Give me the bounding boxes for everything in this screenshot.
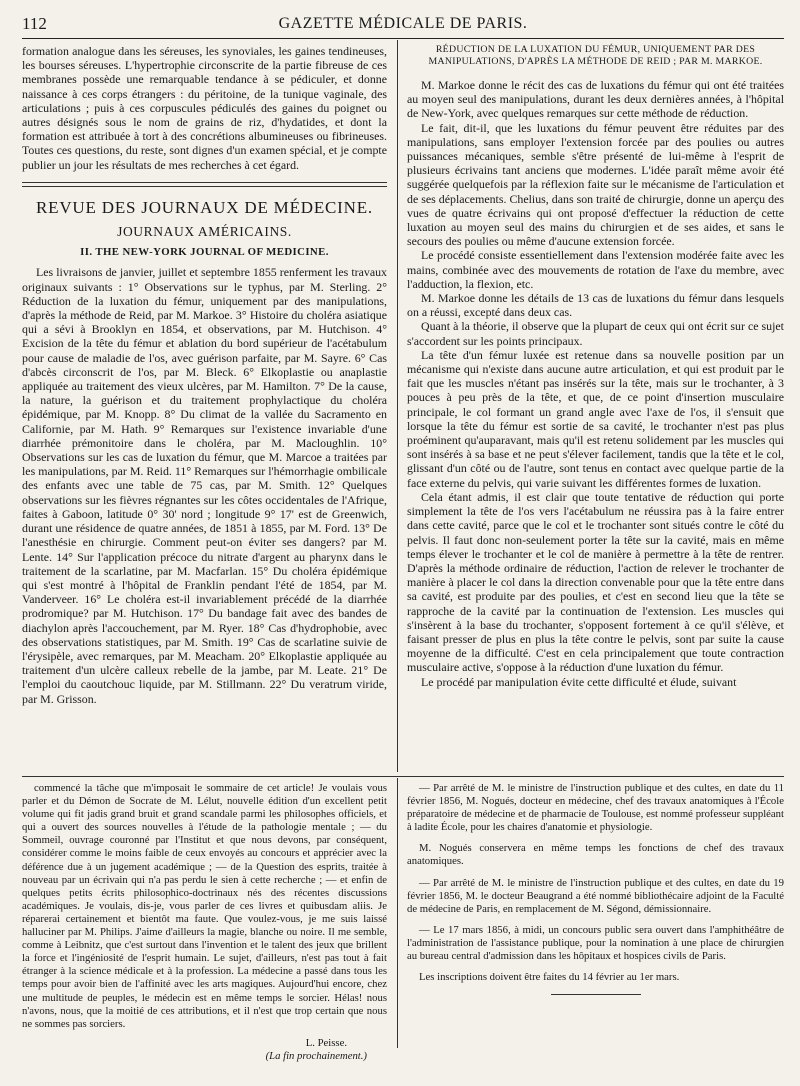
- article-paragraph: Cela étant admis, il est clair que toute tentative de réduction qui porte simplement la tête de l'os vers l'acétabulum ne réussira pas à la faire entrer dans cette cavité, parce que le col et le trochanter sont situés contre le côté du pelvis. Il faut donc non-seulement porter la tête sur la cavité, mais en même temps élever le trochanter et le col de manière à permettre à la tête de rentrer. D'après la méthode ordinaire de réduction, l'action de relever le trochanter de manière à placer le col dans la direction convenable pour que la tête entre dans sa cavité, est produite par des poulies, et c'est en second lieu que la tête se rapproche de la cavité par la continuation de l'extension. Les muscles qui s'insèrent à la base du trochanter, s'opposent fortement à ce qu'il s'élève, et faisant presser de plus en plus la tête contre le pelvis, sont par suite la cause moyenne de la difficulté. C'est en cela principalement que toute contraction musculaire active, s'oppose à la réduction d'une luxation du fémur.: [407, 489, 784, 675]
- feuilleton-rule: [22, 776, 784, 777]
- newspaper-page: [22, 0, 784, 1086]
- column-divider: [397, 40, 398, 772]
- header-rule: [22, 38, 784, 39]
- news-item: — Par arrêté de M. le ministre de l'instruction publique et des cultes, en date du 11 février 1856, M. Nogués, docteur en médecine, chef des travaux anatomiques à l'École préparatoire de médecine et de pharmacie de Toulouse, est nommé professeur suppléant à ladite École, pour les chaires d'anatomie et physiologie.: [407, 782, 784, 834]
- news-item: — Le 17 mars 1856, à midi, un concours public sera ouvert dans l'amphithéâtre de l'administration de l'assistance publique, pour la nomination à une place de chirurgien au bureau central d'admission dans les hôpitaux et hospices civils de Paris.: [407, 923, 784, 963]
- left-column: [22, 44, 387, 706]
- article-paragraph: M. Markoe donne le récit des cas de luxations du fémur qui ont été traitées au moyen seul des manipulations, durant les deux dernières années, à l'hôpital de New-York, avec quelques remarques sur cette méthode de réduction.: [407, 78, 784, 121]
- signature-note: (La fin prochainement.): [265, 1049, 367, 1062]
- news-item: — Par arrêté de M. le ministre de l'instruction publique et des cultes, en date du 19 février 1856, M. le docteur Beaugrand a été nommé bibliothécaire adjoint de la Faculté de médecine de Paris, en remplacement de M. Ségond, démissionnaire.: [407, 876, 784, 915]
- article-paragraph: Quant à la théorie, il observe que la plupart de ceux qui ont écrit sur ce sujet s'accordent sur les points principaux.: [407, 319, 784, 348]
- article-title: RÉDUCTION DE LA LUXATION DU FÉMUR, UNIQUEMENT PAR DES MANIPULATIONS, D'APRÈS LA MÉTHODE DE REID ; PAR M. MARKOE.: [428, 44, 763, 67]
- article-paragraph: M. Markoe donne les détails de 13 cas de luxations du fémur dans lesquels on a réussi, excepté dans deux cas.: [407, 291, 784, 320]
- article-paragraph: Le fait, dit-il, que les luxations du fémur peuvent être réduites par des manipulations, sans employer l'extension forcée par des poulies ou autres puissances mécaniques, semble s'être présenté de lui-même à l'esprit de plusieurs écrivains tant anciens que modernes. L'idée paraît même avoir été suggérée quelquefois par la réflexion faite sur le mécanisme de l'articulation et de ses déplacements. Chelius, dans son traité de chirurgie, donne un aperçu des vues de quatre écrivains qui ont proposé d'effectuer la réduction de cette luxation au moyen seul des mains du chirurgien et de ses aides, et sans le secours des poulies ou même d'aucune extension forcée.: [407, 120, 784, 249]
- page-header: [22, 14, 784, 38]
- right-column: [407, 44, 784, 689]
- journal-contents-paragraph: Les livraisons de janvier, juillet et septembre 1855 renferment les travaux originaux suivants : 1° Observations sur le typhus, par M. Sterling. 2° Réduction de la luxation du fémur, uniquement par des manipulations, d'après la méthode de Reid, par M. Markoe. 3° Histoire du choléra asiatique qui a sévi à Brooklyn en 1854, et observations, par M. Hutchison. 4° Excision de la tête du fémur et ablation du bord supérieur de l'acétabulum pour cause de maladie de l'os, avec guérison parfaite, par M. Sayre. 6° Cas d'abcès circonscrit de l'os, par M. Bleck. 6° Elkoplastie ou anaplastie appliquée au traitement des vieux ulcères, par M. Hamilton. 7° De la cause, la nature, la guérison et du traitement prophylactique du choléra épidémique, par M. Knopp. 8° Du climat de la vallée du Sacramento en Californie, par M. Hath. 9° Remarques sur l'existence invariable d'une diarrhée prémonitoire dans le choléra, par M. Macloughlin. 10° Observations sur les cas de luxation du fémur, que M. Marcoe a traitées par les manipulations, par M. Reid. 11° Remarques sur l'hémorrhagie ombilicale des enfants avec une table de 75 cas, par M. Smith. 12° Quelques observations sur les fièvres régnantes sur les côtes occidentales de l'Afrique, faites à Gaboon, latitude 0° 30' nord ; longitude 9° 17' est de Greenwich, durant une résidence de quatre années, de 1851 à 1855, par M. Ford. 13° De l'anesthésie en chirurgie. Comment peut-on éviter ses dangers? par M. Lente. 14° Sur l'application précoce du nitrate d'argent au pharynx dans le traitement de la scarlatine, par M. Macfarlan. 15° Du choléra épidémique qui s'est montré à l'hôpital de Franklin pendant l'été de 1854, par M. Vanderveer. 16° Le choléra est-il invariablement précédé de la diarrhée prodromique? par M. Hutchison. 17° Du bandage fait avec des bandes de diachylon après l'accouchement, par M. Ryer. 18° Cas d'hydrophobie, avec des observations statistiques, par M. Smith. 19° Cas de scarlatine suivie de l'érysipèle, avec remarques, par M. Meacham. 20° Elkoplastie appliquée au traitement d'un ulcère calleux rebelle de la jambe, par M. Leate. 21° De l'emploi du caoutchouc liquide, par M. Stillmann. 22° Du veratrum viride, par M. Grisson.: [22, 265, 387, 706]
- running-title: GAZETTE MÉDICALE DE PARIS.: [278, 15, 528, 32]
- intro-paragraph: formation analogue dans les séreuses, les synoviales, les gaines tendineuses, les bourses séreuses. L'hypertrophie circonscrite de la partie fibreuse de ces membranes possède une remarquable tendance à se pédiculer, et donne naissance à ces corps étrangers : du péritoine, de la tunique vaginale, des articulations ; puis à ces corpuscules pédiculés des gaines du poignet ou autres désignés sous le nom de grains de riz, d'hydatides, et dont la formation est attribuée à tort à des concrétions albumineuses ou fibrineuses. Toutes ces questions, du reste, sont dignes d'un examen spécial, et je compte publier un jour les résultats de mes recherches à cet égard.: [22, 44, 387, 172]
- journal-title: II. THE NEW-YORK JOURNAL OF MEDICINE.: [80, 246, 329, 259]
- subsection-title: JOURNAUX AMÉRICAINS.: [117, 224, 292, 240]
- news-item: Les inscriptions doivent être faites du 14 février au 1er mars.: [419, 971, 680, 984]
- end-rule: [551, 994, 641, 995]
- feuilleton-right: [407, 782, 784, 995]
- article-paragraph: Le procédé par manipulation évite cette difficulté et élude, suivant: [421, 674, 737, 689]
- page-number: 112: [22, 14, 47, 33]
- news-item: M. Nogués conservera en même temps les fonctions de chef des travaux anatomiques.: [407, 842, 784, 868]
- feuilleton-left: [22, 782, 387, 1063]
- feuilleton-paragraph: commencé la tâche que m'imposait le sommaire de cet article! Je voulais vous parler et du Démon de Socrate de M. Lélut, nouvelle édition d'un excellent petit volume qui fit jadis grand bruit et grand scandale parmi les philosophes officiels, et qui a ouvert des sources nouvelles à l'étude de la pathologie mentale ; — du Sommeil, ouvrage couronné par l'Institut et que nous devons, par conséquent, considérer comme le moins faible de ceux envoyés au concours et apprécier avec la déférence due à un jugement académique ; — de la Question des esprits, traitée à nouveau par un écrivain qui n'a pas perdu le sien à cette recherche ; — et enfin de quelques petits écrits philosophico-doctrinaux nés des récentes discussions académiques. Je voulais, dis-je, vous parler de ces livres et quibusdam aliis. Je réparerai certainement et bientôt ma faute. Que voulez-vous, je me suis laissé halluciner par M. Philips. J'aime d'ailleurs la magie, blanche ou noire. Il me semble, comme à Leibnitz, que c'est surtout dans l'invention et le talent des jeux que brillent la force et l'ingéniosité de l'esprit humain. Le sujet, d'ailleurs, n'est pas tout à fait étranger à la science médicale et à la profession. La médecine a passé dans tous les temps pour avoir bien de l'affinité avec les arts magiques. Aujourd'hui encore, chez une multitude de peuples, le médecin est en même temps le sorcier. Hélas! nous n'avons, nous, que la moitié de ces attributions, et il n'est que trop certain que nous ne sommes pas sorciers.: [22, 782, 387, 1030]
- section-title: REVUE DES JOURNAUX DE MÉDECINE.: [36, 197, 373, 217]
- section-rule: [22, 182, 387, 183]
- signature: L. Peisse.: [305, 1036, 347, 1049]
- section-rule-thin: [22, 186, 387, 187]
- feuilleton-divider: [397, 778, 398, 1048]
- article-paragraph: Le procédé consiste essentiellement dans l'extension modérée faite avec les mains, combinée avec des mouvements de rotation de l'axe du membre, avec l'adduction, la flexion, etc.: [407, 248, 784, 291]
- article-paragraph: La tête d'un fémur luxée est retenue dans sa nouvelle position par un mécanisme qui n'existe dans aucune autre articulation, et qui est produit par le fait que les muscles n'étant pas insérés sur la tête, mais sur le trochanter, à 3 pouces à peu près de la tête, et que, de ce point d'insertion musculaire principale, le col formant un grand angle avec l'axe de l'os, il s'ensuit que lorsque la tête du fémur est sortie de sa cavité, le trochanter n'est pas plus proéminent qu'auparavant, mais qu'il est retenu solidement par les muscles qui sont insérés à sa base et ne peut s'élever facilement, tandis que la tête et le col, glissant d'un côté ou de l'autre, sont tenus en contact avec quelque partie de la face externe du pelvis, qui varie suivant les différentes formes de luxation.: [407, 347, 784, 490]
